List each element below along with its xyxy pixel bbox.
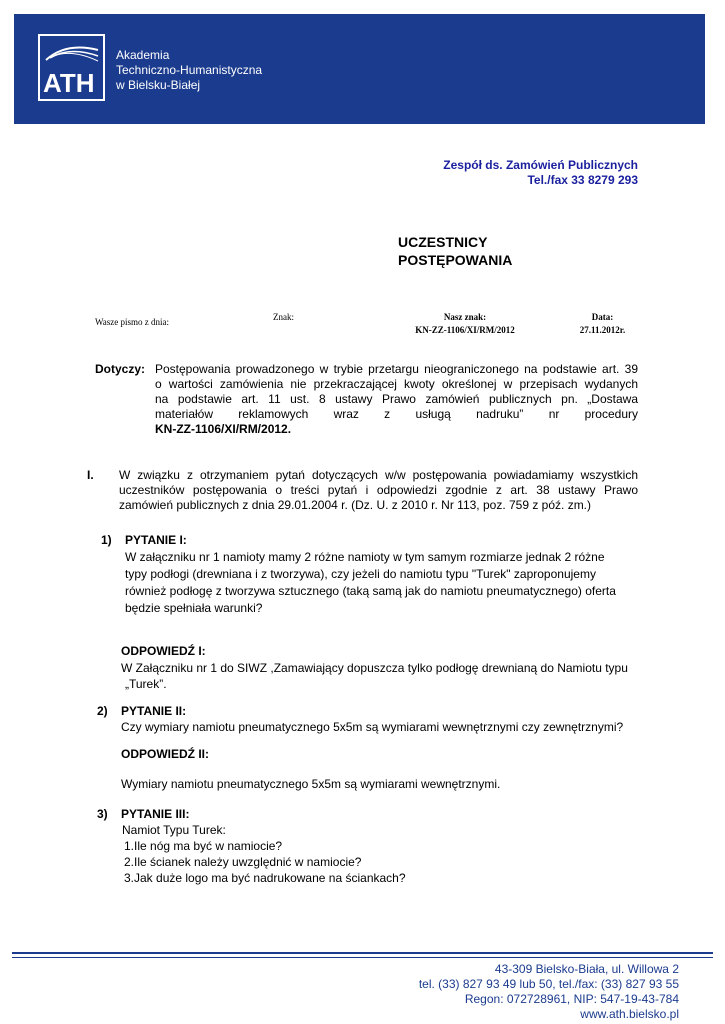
question-number: 2) <box>97 704 108 718</box>
ath-logo <box>38 34 105 101</box>
answer-line: W Załączniku nr 1 do SIWZ ,Zamawiający dopuszcza tylko podłogę drewnianą do Namiotu typu <box>121 661 628 675</box>
question-title: PYTANIE III: <box>121 807 190 821</box>
subject-line: Postępowania prowadzonego w trybie przetargu nieograniczonego na podstawie art. 39 <box>155 362 638 376</box>
question-line: Namiot Typu Turek: <box>122 823 226 837</box>
recipient <box>398 233 512 269</box>
question-number: 1) <box>101 533 112 547</box>
our-sign-label: Nasz znak: <box>443 312 487 322</box>
question-line: W załączniku nr 1 namioty mamy 2 różne namioty w tym samym rozmiarze jednak 2 różne <box>125 550 605 564</box>
footer-phone: tel. (33) 827 93 49 lub 50, tel./fax: (33) 827 93 55 <box>418 977 679 991</box>
sender-department <box>443 158 638 188</box>
footer-registry: Regon: 072728961, NIP: 547-19-43-784 <box>464 992 679 1006</box>
subject-label: Dotyczy: <box>95 362 146 376</box>
university-name-line: Techniczno-Humanistyczna <box>116 63 263 77</box>
answer-line: „Turek”. <box>125 677 167 691</box>
recipient-line: POSTĘPOWANIA <box>398 252 513 268</box>
logo-text: ATH <box>43 68 95 98</box>
intro-line: zamówień publicznych z dnia 29.01.2004 r. (Dz. U. z 2010 r. Nr 113, poz. 759 z póź. zm.) <box>119 498 592 512</box>
question-number: 3) <box>97 807 108 821</box>
answer-text: Wymiary namiotu pneumatycznego 5x5m są wymiarami wewnętrznymi. <box>121 777 501 791</box>
answer-title: ODPOWIEDŹ II: <box>121 747 209 761</box>
question-line: typy podłogi (drewniana i z tworzywa), czy jeżeli do namiotu typu "Turek" zaproponujemy <box>125 567 596 581</box>
subject-line: o wartości zamówienia nie przekraczającej kwoty określonej w przepisach wydanych <box>155 377 638 391</box>
date-label: Data: <box>591 312 614 322</box>
question-line: będzie spełniała warunki? <box>125 601 263 615</box>
question-title: PYTANIE I: <box>125 533 187 547</box>
subject-code: KN-ZZ-1106/XI/RM/2012. <box>155 422 292 436</box>
department-name: Zespół ds. Zamówień Publicznych <box>443 158 638 172</box>
question-line: 1.Ile nóg ma być w namiocie? <box>124 839 283 853</box>
footer-address: 43-309 Bielsko-Biała, ul. Willowa 2 <box>494 962 679 976</box>
university-name <box>116 48 262 93</box>
question-text <box>122 822 406 886</box>
our-sign <box>395 312 535 335</box>
subject-line: materiałów reklamowych wraz z usługą nadruku” nr procedury <box>155 407 638 421</box>
intro-line: W związku z otrzymaniem pytań dotyczących w/w postępowania powiadamiamy wszystkich <box>119 468 638 482</box>
question-line: 3.Jak duże logo ma być nadrukowane na ściankach? <box>124 871 406 885</box>
question-text: Czy wymiary namiotu pneumatycznego 5x5m są wymiarami wewnętrznymi czy zewnętrznymi? <box>121 720 624 734</box>
section-intro <box>119 468 638 513</box>
subject-text <box>155 362 638 437</box>
ath-logo-graphic <box>40 36 103 99</box>
answer-title: ODPOWIEDŹ I: <box>121 644 206 658</box>
university-name-line: Akademia <box>116 48 170 62</box>
footer-website-link[interactable]: www.ath.bielsko.pl <box>580 1007 679 1021</box>
question-text <box>125 549 616 617</box>
footer-divider <box>12 952 713 954</box>
date-value: 27.11.2012r. <box>579 325 626 335</box>
university-name-line: w Bielsku-Białej <box>116 78 201 92</box>
date <box>565 312 640 335</box>
question-line: również podłogę z tworzywa sztucznego (taką samą jak do namiotu pneumatycznego) oferta <box>125 584 616 598</box>
question-title: PYTANIE II: <box>121 704 187 718</box>
our-sign-value: KN-ZZ-1106/XI/RM/2012 <box>415 325 515 335</box>
answer-text <box>121 660 628 692</box>
header-banner <box>14 14 705 124</box>
your-letter-label: Wasze pismo z dnia: <box>95 317 170 327</box>
subject-line: na podstawie art. 11 ust. 8 ustawy Prawo zamówień publicznych pn. „Dostawa <box>155 392 638 406</box>
department-phone: Tel./fax 33 8279 293 <box>527 173 638 187</box>
question-line: 2.Ile ścianek należy uwzględnić w namiocie? <box>124 855 362 869</box>
intro-line: uczestników postępowania o treści pytań i odpowiedzi zgodnie z art. 38 ustawy Prawo <box>119 483 638 497</box>
footer-divider <box>12 957 713 958</box>
section-numeral: I. <box>87 468 94 482</box>
sign-label: Znak: <box>273 312 294 322</box>
footer-contact <box>419 962 679 1022</box>
recipient-line: UCZESTNICY <box>398 234 488 250</box>
